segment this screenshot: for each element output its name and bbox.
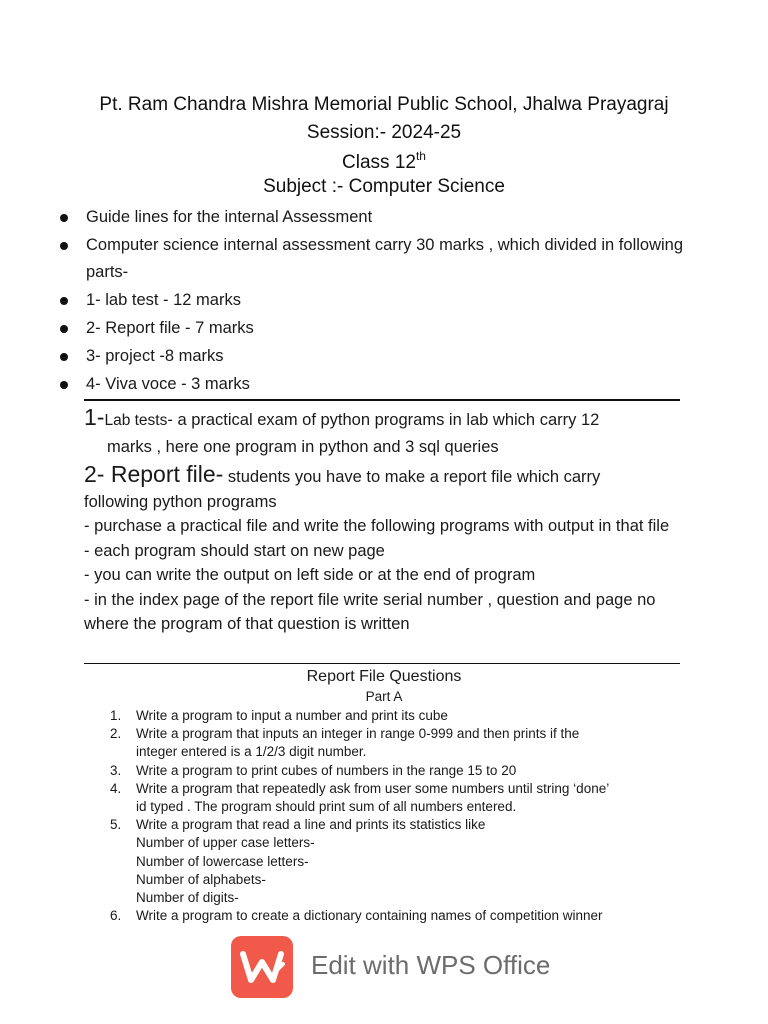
report-file-section: [84, 462, 684, 637]
lab-test-section: [84, 404, 684, 461]
bullet-dot-icon: [60, 325, 68, 333]
bullet-item: [60, 287, 700, 314]
wps-edit-text[interactable]: Edit with WPS Office: [311, 950, 551, 980]
question-text: integer entered is a 1/2/3 digit number.: [136, 744, 367, 760]
question-text: Write a program to print cubes of numbers in the range 15 to 20: [136, 762, 517, 778]
bullet-item: [60, 343, 700, 370]
question-text: id typed . The program should print sum of all numbers entered.: [136, 799, 517, 815]
question-text: Number of digits-: [136, 890, 239, 906]
question-list: [110, 707, 680, 925]
question-text: Write a program to create a dictionary containing names of competition winner: [136, 908, 603, 924]
bullet-text: 4- Viva voce - 3 marks: [86, 375, 250, 393]
class-label: Class 12: [342, 152, 416, 173]
question-item: [110, 725, 680, 761]
bullet-dot-icon: [60, 381, 68, 389]
question-text: Write a program that read a line and prints its statistics like: [136, 817, 486, 833]
lab-test-line: [84, 404, 684, 434]
session: Session:- 2024-25: [306, 122, 462, 143]
question-text: Number of upper case letters-: [136, 835, 315, 851]
question-number: 3.: [110, 762, 122, 778]
school-name: Pt. Ram Chandra Mishra Memorial Public School, Jhalwa Prayagraj: [99, 94, 669, 115]
subject-heading: Subject :- Computer Science: [263, 176, 505, 197]
divider: [84, 663, 680, 664]
question-text: Write a program that inputs an integer in range 0-999 and then prints if the: [136, 726, 580, 742]
bullet-text: Guide lines for the internal Assessment: [86, 208, 373, 226]
question-number: 4.: [110, 780, 122, 796]
wps-logo-icon[interactable]: [231, 936, 293, 998]
question-item: [110, 762, 680, 780]
question-text: Number of lowercase letters-: [136, 853, 309, 869]
class-superscript: th: [415, 149, 426, 163]
question-text: Number of alphabets-: [136, 871, 266, 887]
bullet-item: [60, 371, 700, 398]
wps-w-icon: [231, 936, 293, 998]
bullet-text: 3- project -8 marks: [86, 347, 224, 365]
assessment-bullets: [60, 204, 700, 399]
question-number: 1.: [110, 708, 122, 723]
bullet-item: [60, 232, 700, 286]
bullet-text: Computer science internal assessment carry 30 marks , which divided in following parts-: [86, 236, 684, 281]
class-heading: [0, 149, 768, 174]
report-intro-continued: following python programs: [84, 492, 277, 511]
questions-part: Part A: [365, 689, 403, 704]
question-item: [110, 816, 680, 907]
bullet-dot-icon: [60, 214, 68, 222]
bullet-item: [60, 204, 700, 231]
lab-number: 1-: [84, 404, 105, 430]
bullet-item: [60, 315, 700, 342]
report-heading: 2- Report file-: [84, 461, 224, 487]
report-intro: students you have to make a report file which carry: [223, 468, 601, 486]
question-number: 2.: [110, 726, 122, 742]
report-instruction: - you can write the output on left side or at the end of program: [84, 566, 536, 584]
question-item: [110, 780, 680, 816]
question-item: [110, 707, 680, 725]
question-number: 5.: [110, 817, 122, 833]
bullet-dot-icon: [60, 353, 68, 361]
lab-text: - a practical exam of python programs in lab which carry 12: [167, 411, 600, 429]
lab-text-continued: marks , here one program in python and 3 sql queries: [107, 438, 499, 456]
question-text: Write a program to input a number and print its cube: [136, 708, 448, 723]
bullet-dot-icon: [60, 242, 68, 250]
wps-edit-banner[interactable]: [231, 936, 571, 1000]
divider: [84, 399, 680, 401]
report-heading-line: [84, 462, 684, 490]
question-item: [110, 907, 680, 925]
report-instruction: - purchase a practical file and write the following programs with output in that file: [84, 517, 670, 535]
lab-title: Lab tests: [104, 412, 168, 429]
bullet-text: 1- lab test - 12 marks: [86, 291, 241, 309]
bullet-text: 2- Report file - 7 marks: [86, 319, 254, 337]
question-number: 6.: [110, 908, 122, 924]
question-text: Write a program that repeatedly ask from user some numbers until string ‘done’: [136, 780, 610, 796]
report-instruction: - each program should start on new page: [84, 541, 385, 560]
questions-title: Report File Questions: [306, 668, 462, 685]
bullet-dot-icon: [60, 297, 68, 305]
report-instruction: - in the index page of the report file write serial number , question and page no where the program of that question is written: [84, 590, 656, 633]
